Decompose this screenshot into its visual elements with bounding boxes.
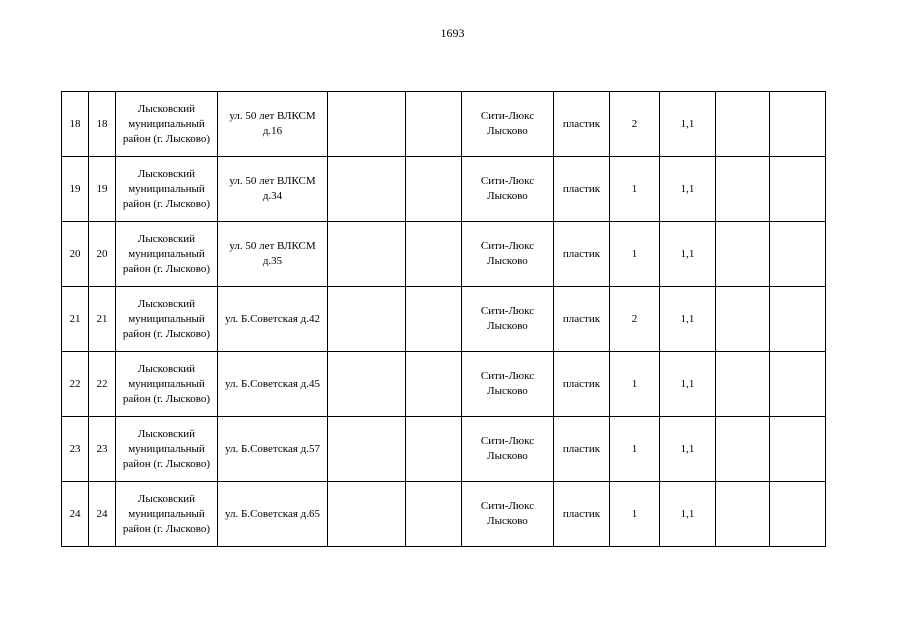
- cell-material: пластик: [554, 222, 610, 287]
- cell-owner-line: муниципальный: [128, 507, 205, 520]
- cell-owner-line: район (г. Лысково): [122, 457, 211, 470]
- cell-empty: [328, 92, 406, 157]
- cell-owner: [116, 222, 218, 287]
- cell-empty: [406, 482, 462, 547]
- cell-empty: [328, 222, 406, 287]
- cell-owner-line: Лысковский: [137, 427, 196, 440]
- table-body: [62, 92, 826, 547]
- cell-owner-line: муниципальный: [128, 377, 205, 390]
- cell-owner: [116, 287, 218, 352]
- cell-material: пластик: [554, 417, 610, 482]
- cell-empty: [328, 482, 406, 547]
- cell-material: пластик: [554, 92, 610, 157]
- cell-row-number: 24: [62, 482, 89, 547]
- cell-material: пластик: [554, 482, 610, 547]
- cell-empty: [716, 92, 770, 157]
- cell-owner-line: Лысковский: [137, 362, 196, 375]
- cell-owner: [116, 157, 218, 222]
- cell-count: 1: [610, 222, 660, 287]
- cell-operator: [462, 417, 554, 482]
- cell-empty: [328, 157, 406, 222]
- cell-empty: [406, 222, 462, 287]
- cell-count: 2: [610, 92, 660, 157]
- cell-count: 1: [610, 482, 660, 547]
- cell-volume: 1,1: [660, 287, 716, 352]
- cell-sub-number: 19: [89, 157, 116, 222]
- cell-operator-line: Лысково: [487, 450, 528, 462]
- cell-material: пластик: [554, 157, 610, 222]
- cell-operator: [462, 352, 554, 417]
- cell-empty: [406, 352, 462, 417]
- cell-operator-line: Лысково: [487, 515, 528, 527]
- cell-empty: [770, 417, 826, 482]
- cell-sub-number: 23: [89, 417, 116, 482]
- cell-operator: [462, 482, 554, 547]
- cell-operator-line: Сити-Люкс: [480, 240, 535, 252]
- cell-operator-line: Лысково: [487, 320, 528, 332]
- cell-empty: [716, 222, 770, 287]
- cell-volume: 1,1: [660, 482, 716, 547]
- cell-row-number: 19: [62, 157, 89, 222]
- cell-empty: [716, 157, 770, 222]
- cell-empty: [770, 352, 826, 417]
- cell-empty: [328, 287, 406, 352]
- cell-operator-line: Лысково: [487, 385, 528, 397]
- cell-empty: [770, 92, 826, 157]
- cell-empty: [770, 482, 826, 547]
- table-row: [62, 352, 826, 417]
- cell-count: 1: [610, 417, 660, 482]
- cell-owner: [116, 92, 218, 157]
- cell-operator-line: Сити-Люкс: [480, 500, 535, 512]
- cell-row-number: 22: [62, 352, 89, 417]
- cell-owner-line: Лысковский: [137, 492, 196, 505]
- cell-material: пластик: [554, 352, 610, 417]
- cell-owner-line: район (г. Лысково): [122, 197, 211, 210]
- cell-owner: [116, 417, 218, 482]
- cell-owner-line: Лысковский: [137, 232, 196, 245]
- cell-empty: [716, 352, 770, 417]
- cell-operator-line: Сити-Люкс: [480, 435, 535, 447]
- cell-sub-number: 18: [89, 92, 116, 157]
- cell-sub-number: 21: [89, 287, 116, 352]
- cell-row-number: 21: [62, 287, 89, 352]
- cell-operator-line: Лысково: [487, 255, 528, 267]
- cell-sub-number: 24: [89, 482, 116, 547]
- cell-empty: [716, 417, 770, 482]
- cell-sub-number: 22: [89, 352, 116, 417]
- cell-empty: [328, 352, 406, 417]
- cell-owner-line: Лысковский: [137, 102, 196, 115]
- cell-operator: [462, 222, 554, 287]
- cell-count: 1: [610, 352, 660, 417]
- cell-count: 1: [610, 157, 660, 222]
- cell-row-number: 20: [62, 222, 89, 287]
- table-row: [62, 287, 826, 352]
- cell-operator: [462, 287, 554, 352]
- cell-owner-line: район (г. Лысково): [122, 392, 211, 405]
- cell-volume: 1,1: [660, 352, 716, 417]
- cell-empty: [328, 417, 406, 482]
- cell-owner-line: муниципальный: [128, 312, 205, 325]
- cell-operator-line: Сити-Люкс: [480, 305, 535, 317]
- cell-volume: 1,1: [660, 92, 716, 157]
- cell-volume: 1,1: [660, 417, 716, 482]
- cell-owner-line: район (г. Лысково): [122, 522, 211, 535]
- cell-sub-number: 20: [89, 222, 116, 287]
- cell-empty: [406, 92, 462, 157]
- cell-operator-line: Лысково: [487, 125, 528, 137]
- table-row: [62, 482, 826, 547]
- cell-owner-line: Лысковский: [137, 297, 196, 310]
- cell-owner-line: район (г. Лысково): [122, 132, 211, 145]
- cell-row-number: 23: [62, 417, 89, 482]
- cell-empty: [716, 287, 770, 352]
- cell-empty: [770, 222, 826, 287]
- container-sites-table: [61, 91, 826, 547]
- cell-operator-line: Сити-Люкс: [480, 175, 535, 187]
- cell-operator: [462, 157, 554, 222]
- cell-operator-line: Лысково: [487, 190, 528, 202]
- cell-volume: 1,1: [660, 157, 716, 222]
- table-row: [62, 417, 826, 482]
- cell-count: 2: [610, 287, 660, 352]
- cell-owner-line: Лысковский: [137, 167, 196, 180]
- cell-empty: [716, 482, 770, 547]
- cell-empty: [770, 157, 826, 222]
- cell-empty: [406, 417, 462, 482]
- cell-address: ул. 50 лет ВЛКСМ д.16: [218, 92, 328, 157]
- cell-address: ул. 50 лет ВЛКСМ д.35: [218, 222, 328, 287]
- cell-address: ул. Б.Советская д.45: [218, 352, 328, 417]
- cell-operator-line: Сити-Люкс: [480, 110, 535, 122]
- cell-operator: [462, 92, 554, 157]
- cell-owner-line: район (г. Лысково): [122, 262, 211, 275]
- cell-owner-line: муниципальный: [128, 117, 205, 130]
- cell-owner-line: муниципальный: [128, 442, 205, 455]
- cell-owner: [116, 482, 218, 547]
- cell-empty: [770, 287, 826, 352]
- cell-row-number: 18: [62, 92, 89, 157]
- page-number: 1693: [440, 26, 465, 40]
- cell-empty: [406, 287, 462, 352]
- cell-empty: [406, 157, 462, 222]
- cell-address: ул. Б.Советская д.65: [218, 482, 328, 547]
- cell-address: ул. Б.Советская д.42: [218, 287, 328, 352]
- cell-material: пластик: [554, 287, 610, 352]
- cell-owner-line: район (г. Лысково): [122, 327, 211, 340]
- table-row: [62, 92, 826, 157]
- table-row: [62, 222, 826, 287]
- cell-owner: [116, 352, 218, 417]
- cell-operator-line: Сити-Люкс: [480, 370, 535, 382]
- table-row: [62, 157, 826, 222]
- cell-owner-line: муниципальный: [128, 247, 205, 260]
- cell-volume: 1,1: [660, 222, 716, 287]
- cell-owner-line: муниципальный: [128, 182, 205, 195]
- cell-address: ул. 50 лет ВЛКСМ д.34: [218, 157, 328, 222]
- cell-address: ул. Б.Советская д.57: [218, 417, 328, 482]
